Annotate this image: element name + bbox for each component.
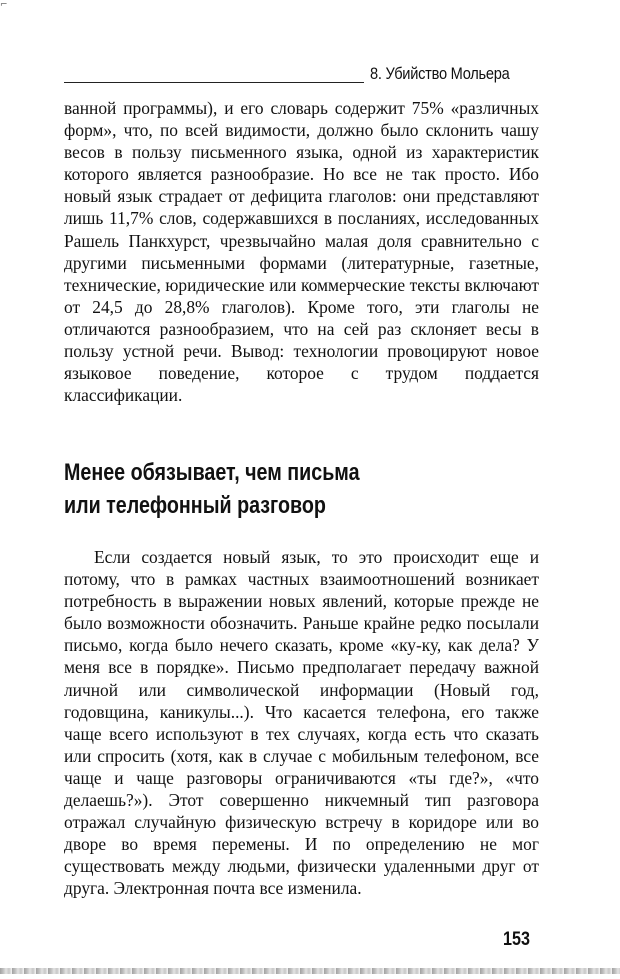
section-heading-line-2: или телефонный разговор <box>64 492 326 519</box>
section-heading <box>64 456 360 522</box>
paragraph-2: Если создается новый язык, то это происходит еще и потому, что в рамках частных взаимоотношений возникает потребность в выражении новых явлений, которые прежде не было возможности обозначить. Раньше крайне редко посылали письмо, когда было нечего сказать, кроме «ку-ку, как дела? У меня все в порядке». Письмо предполагает передачу важной личной или символической информации (Новый год, годовщина, каникулы...). Что касается телефона, его также чаще всего используют в тех случаях, когда есть что сказать или спросить (хотя, как в случае с мобильным телефоном, все чаще и чаще разговоры ограничиваются «ты где?», «что делаешь?»). Этот совершенно никчемный тип разговора отражал случайную физическую встречу в коридоре или во дворе во время перемены. И по определению не мог существовать между людьми, физически удаленными друг от друга. Электронная почта все изменила. <box>64 547 539 899</box>
section-heading-line-1: Менее обязывает, чем письма <box>64 459 360 486</box>
header-rule <box>64 82 364 83</box>
scan-corner-mark: ⌐ <box>0 0 8 10</box>
paragraph-1: ванной программы), и его словарь содержит 75% «различных форм», что, по всей видимости, должно было склонить чашу весов в пользу письменного языка, одной из характеристик которого является разнообразие. Но все не так просто. Ибо новый язык страдает от дефицита глаголов: они представляют лишь 11,7% слов, содержавшихся в посланиях, исследованных Рашель Панкхурст, чрезвычайно малая доля сравнительно с другими письменными формами (литературные, газетные, технические, юридические или коммерческие тексты включают от 24,5 до 28,8% глаголов). Кроме того, эти глаголы не отличаются разнообразием, что на сей раз склоняет весы в пользу устной речи. Вывод: технологии провоцируют новое языковое поведение, которое с трудом поддается классификации. <box>64 98 539 406</box>
page-number: 153 <box>503 929 530 950</box>
scan-bottom-edge <box>0 968 620 974</box>
running-head: 8. Убийство Мольера <box>370 64 510 83</box>
